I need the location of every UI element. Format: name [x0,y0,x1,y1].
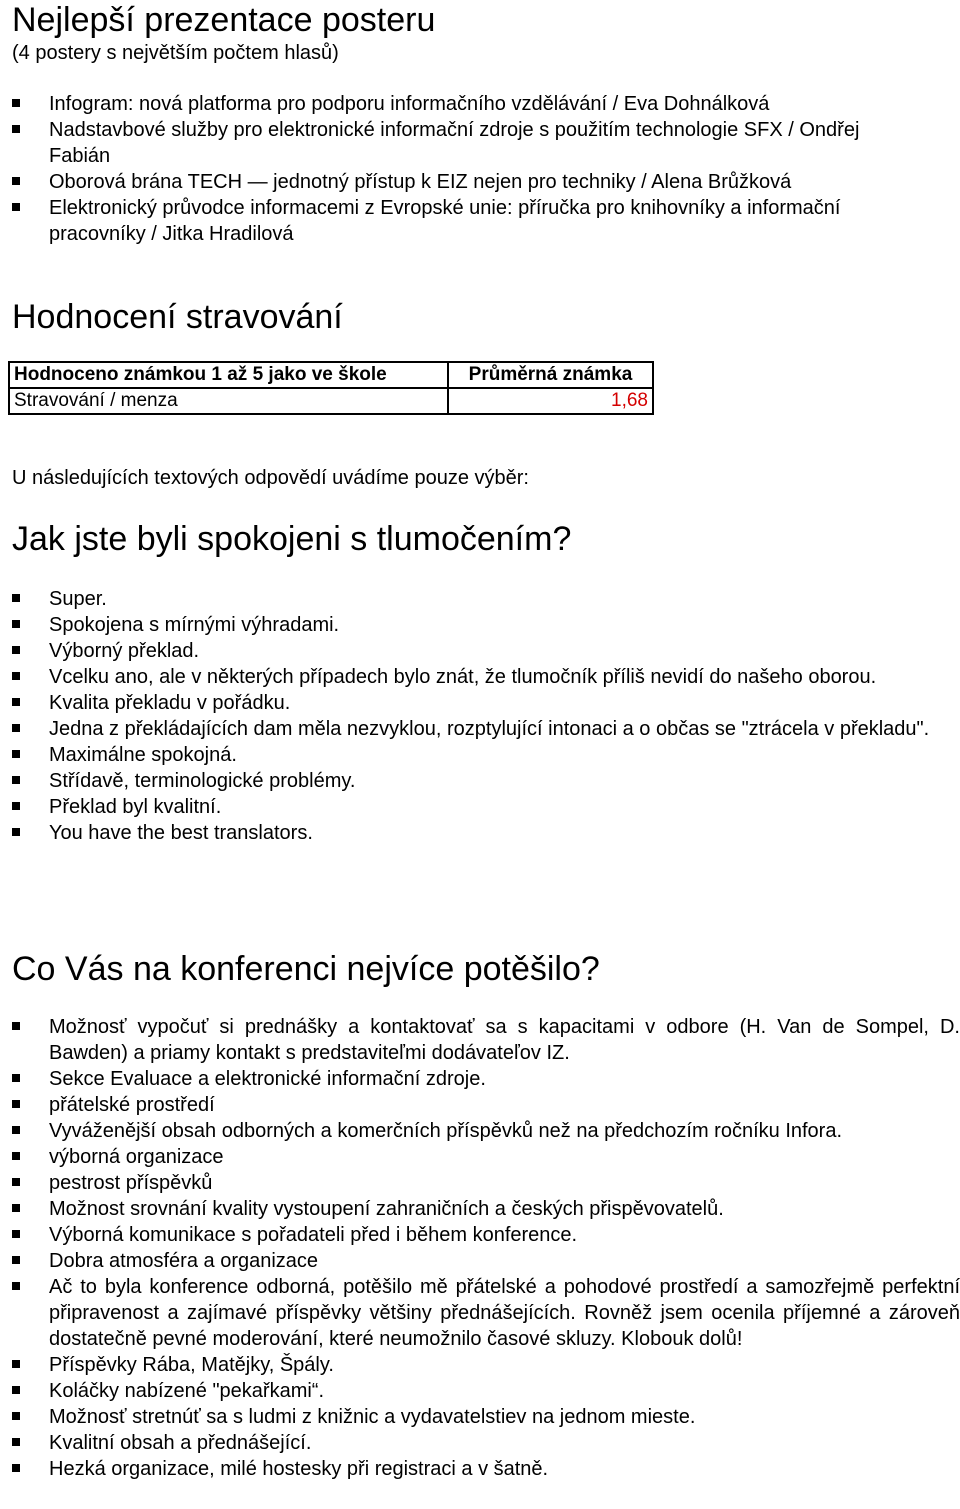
list-item-text: Výborný překlad. [49,640,200,662]
list-item [0,1066,960,1092]
square-bullet-icon [12,776,20,784]
square-bullet-icon [12,594,20,602]
table-cell-value: 1,68 [448,388,653,414]
list-item-text: Ač to byla konference odborná, potěšilo mě přátelské a pohodové prostředí a samozřejmě perfektní připravenost a zajímavé příspěvky většiny přednášejících. Rovněž jsem ocenila příjemné a zároveň dostatečně pevné moderování, které neumožnilo časové skluzy. Klobouk dolů! [49,1276,960,1350]
food-rating-table [8,361,654,415]
list-item [0,742,960,768]
list-item-text: Koláčky nabízené "pekařkami“. [49,1380,325,1402]
list-item [0,1378,960,1404]
square-bullet-icon [12,1282,20,1290]
square-bullet-icon [12,1464,20,1472]
list-item [0,586,960,612]
list-item-text: Nadstavbové služby pro elektronické informační zdroje s použitím technologie SFX / Ondřej Fabián [49,119,860,167]
list-item-text: Spokojena s mírnými výhradami. [49,614,340,636]
list-item-text: Vyváženější obsah odborných a komerčních příspěvků než na předchozím ročníku Infora. [49,1120,843,1142]
square-bullet-icon [12,672,20,680]
square-bullet-icon [12,1022,20,1030]
square-bullet-icon [12,203,20,211]
square-bullet-icon [12,620,20,628]
list-item [0,1092,960,1118]
list-item-text: Maximálne spokojná. [49,744,237,766]
table-row [9,388,653,414]
square-bullet-icon [12,1438,20,1446]
table-cell-label: Stravování / menza [9,388,448,414]
list-item [0,664,960,690]
list-item [0,1404,960,1430]
list-item-text: Oborová brána TECH — jednotný přístup k EIZ nejen pro techniky / Alena Brůžková [49,171,792,193]
list-item-text: pestrost příspěvků [49,1172,213,1194]
square-bullet-icon [12,802,20,810]
food-heading: Hodnocení stravování [12,298,343,336]
list-item [0,1144,960,1170]
list-item [0,1248,960,1274]
list-item [0,1274,960,1352]
list-item [0,690,960,716]
square-bullet-icon [12,828,20,836]
selection-note: U následujících textových odpovědí uvádíme pouze výběr: [12,467,529,489]
list-item-text: Super. [49,588,107,610]
interpreting-list [0,586,960,846]
square-bullet-icon [12,698,20,706]
table-header-average: Průměrná známka [448,362,653,388]
square-bullet-icon [12,724,20,732]
list-item-text: Možnosť vypočuť si prednášky a kontaktovať sa s kapacitami v odbore (H. Van de Sompel, D. Bawden) a priamy kontakt s predstaviteľmi dodávateľov IZ. [49,1016,960,1064]
list-item [0,91,909,117]
table-header-row [9,362,653,388]
list-item [0,1456,960,1482]
square-bullet-icon [12,750,20,758]
pleased-heading: Co Vás na konferenci nejvíce potěšilo? [12,950,600,988]
list-item-text: Překlad byl kvalitní. [49,796,222,818]
list-item-text: Možnosť stretnúť sa s ludmi z knižnic a vydavatelstiev na jednom mieste. [49,1406,696,1428]
list-item [0,794,960,820]
list-item-text: Dobra atmosféra a organizace [49,1250,319,1272]
list-item-text: přátelské prostředí [49,1094,215,1116]
list-item-text: Kvalitní obsah a přednášející. [49,1432,312,1454]
list-item [0,1170,960,1196]
square-bullet-icon [12,1230,20,1238]
square-bullet-icon [12,1360,20,1368]
list-item-text: Infogram: nová platforma pro podporu informačního vzdělávání / Eva Dohnálková [49,93,770,115]
list-item [0,1222,960,1248]
list-item [0,768,960,794]
table-header-criteria: Hodnoceno známkou 1 až 5 jako ve škole [9,362,448,388]
list-item [0,195,909,247]
square-bullet-icon [12,1178,20,1186]
list-item-text: Výborná komunikace s pořadateli před i během konference. [49,1224,578,1246]
list-item-text: Kvalita překladu v pořádku. [49,692,291,714]
list-item [0,1118,960,1144]
posters-heading: Nejlepší prezentace posteru [12,1,436,39]
list-item [0,117,909,169]
square-bullet-icon [12,177,20,185]
square-bullet-icon [12,1386,20,1394]
list-item [0,1430,960,1456]
list-item [0,1014,960,1066]
list-item [0,169,909,195]
square-bullet-icon [12,1256,20,1264]
list-item [0,716,960,742]
list-item-text: Hezká organizace, milé hostesky při registraci a v šatně. [49,1458,549,1480]
square-bullet-icon [12,99,20,107]
list-item-text: Jedna z překládajících dam měla nezvyklou, rozptylující intonaci a o občas se "ztrácela v překladu". [49,718,930,740]
square-bullet-icon [12,1412,20,1420]
interpreting-heading: Jak jste byli spokojeni s tlumočením? [12,520,572,558]
list-item [0,612,960,638]
list-item [0,820,960,846]
list-item-text: Příspěvky Rába, Matějky, Špály. [49,1354,334,1376]
list-item-text: Elektronický průvodce informacemi z Evropské unie: příručka pro knihovníky a informační pracovníky / Jitka Hradilová [49,197,841,245]
square-bullet-icon [12,1152,20,1160]
square-bullet-icon [12,1204,20,1212]
list-item-text: Možnost srovnání kvality vystoupení zahraničních a českých přispěvovatelů. [49,1198,724,1220]
list-item-text: výborná organizace [49,1146,224,1168]
posters-subtitle: (4 postery s největším počtem hlasů) [12,42,339,64]
list-item [0,1196,960,1222]
list-item-text: Vcelku ano, ale v některých případech bylo znát, že tlumočník příliš nevidí do našeho oborou. [49,666,877,688]
list-item-text: You have the best translators. [49,822,313,844]
square-bullet-icon [12,1100,20,1108]
square-bullet-icon [12,1074,20,1082]
square-bullet-icon [12,1126,20,1134]
list-item [0,1352,960,1378]
list-item [0,638,960,664]
list-item-text: Střídavě, terminologické problémy. [49,770,356,792]
pleased-list [0,1014,960,1482]
list-item-text: Sekce Evaluace a elektronické informační zdroje. [49,1068,486,1090]
square-bullet-icon [12,646,20,654]
square-bullet-icon [12,125,20,133]
posters-list [0,91,960,247]
